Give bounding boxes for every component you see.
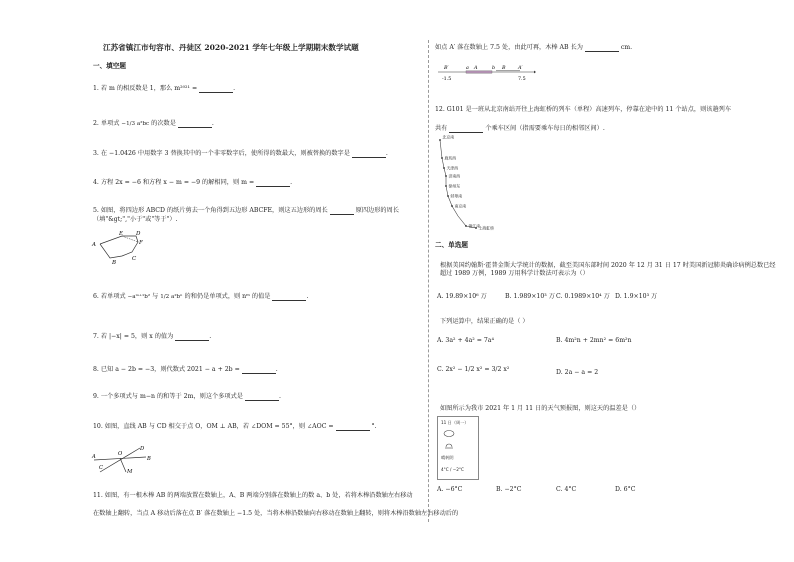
number-line-figure	[436, 62, 536, 86]
question-9-text: 9. 一个多项式与 m−n 的和等于 2m，则这个多项式是	[93, 393, 243, 400]
question-11-line-2: 在数轴上翻转，当点 A 移动后落在点 B′ 落在数轴上 −1.5 处，当将木棒沿数轴向右移动在数轴上翻转，则将木棒沿数轴左右移动后的	[93, 510, 459, 517]
cloud-icon	[443, 429, 455, 437]
answer-blank[interactable]	[245, 394, 279, 401]
question-11-continued	[435, 44, 632, 52]
question-4: 4. 方程 2x = −6 和方程 x − m = −9 的解相同，则 m = .	[93, 179, 293, 186]
vertex-label-C: C	[132, 256, 137, 262]
section-heading-fill-in: 一、填空题	[93, 62, 126, 70]
answer-blank[interactable]	[352, 151, 386, 158]
label-B-prime: B′	[444, 66, 449, 71]
question-13-option-b[interactable]: B. 1.989×10³ 万	[505, 293, 555, 300]
question-1: 1. 若 m 的相反数是 1，那么 m²⁰²¹ = .	[93, 85, 236, 92]
point-label-B: B	[147, 456, 151, 462]
question-14-option-d[interactable]: D. 2a − a = 2	[556, 369, 599, 376]
question-7: 7. 若 |−x| = 5，则 x 的值为 .	[93, 333, 212, 340]
answer-blank[interactable]	[242, 367, 276, 374]
weather-temperature-range: 4°C / −2°C	[441, 467, 464, 472]
question-15-option-b[interactable]: B. −2°C	[496, 486, 522, 493]
question-2-text-b: 的次数是	[151, 120, 176, 127]
question-12-text-b: 共有	[435, 125, 448, 132]
answer-blank[interactable]	[330, 208, 354, 215]
point-label-O: O	[118, 451, 123, 457]
question-8-text: 8. 已知 a − 2b = −3，则代数式 2021 − a + 2b =	[93, 366, 240, 373]
station-label: 廊坊西	[444, 155, 457, 161]
question-15: 如图所示为我市 2021 年 1 月 11 日的天气预报图，则这天的温差是（）	[440, 405, 641, 412]
point-label-A: A	[92, 454, 96, 460]
answer-blank[interactable]	[449, 126, 483, 133]
question-8: 8. 已知 a − 2b = −3，则代数式 2021 − a + 2b = .	[93, 366, 278, 373]
question-10	[93, 423, 377, 431]
label-A: A	[474, 66, 478, 71]
station-route-diagram	[436, 134, 496, 236]
question-6-monomial-a: −aᵐ⁺¹b²	[127, 294, 151, 300]
vertex-label-E: E	[119, 231, 124, 237]
question-10-suffix: °.	[371, 423, 377, 430]
station-dot	[443, 167, 445, 169]
question-13-option-a[interactable]: A. 19.89×10⁶ 万	[437, 293, 487, 300]
question-13-option-c[interactable]: C. 0.1989×10⁴ 万	[556, 293, 610, 300]
question-11-unit: cm.	[620, 44, 633, 51]
answer-blank[interactable]	[199, 86, 233, 93]
label-b: b	[492, 66, 496, 71]
column-divider	[428, 40, 429, 522]
question-2: 2. 单项式 −1/3 a²bc 的次数是 .	[93, 120, 214, 127]
station-dot	[445, 175, 447, 177]
question-15-option-c[interactable]: C. 4°C	[556, 486, 577, 493]
quadrilateral-figure	[92, 228, 162, 266]
question-12-line-1: 12. G101 是一班从北京南站开往上海虹桥的列车（单程）高速列车，停靠在途中的 11 个站点，则该趟列车	[435, 106, 732, 113]
weather-date: 11 日（周一）	[441, 420, 469, 425]
label-a: a	[466, 66, 469, 71]
question-7-text: 7. 若 |−x| = 5，则 x 的值为	[93, 333, 174, 340]
question-6-text: 6. 若单项式	[93, 293, 126, 300]
weather-forecast-card	[437, 416, 479, 480]
question-6-text-b: 与	[152, 293, 159, 300]
answer-blank[interactable]	[272, 294, 306, 301]
question-14-option-c[interactable]: C. 2x² − 1/2 x² = 3/2 x²	[437, 366, 510, 373]
question-5	[93, 207, 399, 215]
question-2-text: 2. 单项式	[93, 120, 120, 127]
question-6-text-c: 的和仍是单项式，则 nᵐ 的值是	[184, 293, 271, 300]
station-label: 济南西	[448, 173, 461, 179]
station-dot	[447, 195, 449, 197]
station-dot	[465, 225, 467, 227]
point-label-D: D	[140, 446, 145, 452]
question-4-text: 4. 方程 2x = −6 和方程 x − m = −9 的解相同，则 m =	[93, 179, 255, 186]
answer-blank[interactable]	[585, 45, 619, 52]
question-14-option-a[interactable]: A. 3a² + 4a² = 7a⁴	[437, 337, 494, 344]
vertex-label-A: A	[92, 242, 96, 248]
station-label: 上海虹桥	[478, 225, 495, 231]
vertex-label-B: B	[112, 260, 117, 266]
answer-blank[interactable]	[256, 180, 290, 187]
question-1-text: 1. 若 m 的相反数是 1，那么 m²⁰²¹ =	[93, 85, 198, 92]
station-label: 南京南	[454, 203, 467, 209]
point-label-M: M	[127, 469, 133, 475]
section-heading-single-choice: 二、单选题	[435, 241, 468, 249]
question-9: 9. 一个多项式与 m−n 的和等于 2m，则这个多项式是 .	[93, 393, 281, 400]
question-11-text-c: 如点 A′ 落在数轴上 7.5 处，由此可再，木棒 AB 长为	[435, 44, 583, 51]
vertex-label-F: F	[139, 240, 143, 246]
question-11-line-1: 11. 如图，有一根木棒 AB 的两端放置在数轴上，A、B 两端分别落在数轴上的数 a、b 处，若将木棒沿数轴左右移动	[93, 492, 413, 499]
question-3: 3. 在 −1.0426 中用数字 3 替换其中的一个非零数字后，使所得的数最大，则被替换的数字是 .	[93, 150, 388, 157]
point-label-C: C	[99, 465, 103, 471]
question-14-option-b[interactable]: B. 4m²n + 2mn² = 6m²n	[556, 337, 632, 344]
question-5-text: 5. 如图，将四边形 ABCD 的纸片剪去一个角得到五边形 ABCFE，则这五边形的周长	[93, 207, 328, 214]
question-6-monomial-b: 1/2 a²bⁿ	[160, 294, 183, 300]
question-12-text-c: 个乘车区间（指需要乘车每日的相邻区间）.	[485, 125, 605, 132]
question-15-option-d[interactable]: D. 6°C	[615, 486, 636, 493]
tick-label-minus-1-5: -1.5	[442, 77, 452, 82]
question-14: 下列运算中，结果正确的是（ ）	[440, 318, 529, 325]
station-dot	[439, 139, 441, 141]
label-B: B	[502, 66, 506, 71]
question-3-text: 3. 在 −1.0426 中用数字 3 替换其中的一个非零数字后，使所得的数最大，则被替换的数字是	[93, 150, 350, 157]
station-label: 徐州东	[448, 183, 461, 189]
weather-condition: 晴转阴	[441, 455, 454, 460]
tick-label-7-5: 7.5	[518, 77, 526, 82]
station-label: 北京南	[442, 134, 455, 140]
question-6: 6. 若单项式 −aᵐ⁺¹b² 与 1/2 a²bⁿ 的和仍是单项式，则 nᵐ 的值是 .	[93, 293, 309, 300]
label-A-prime: A′	[518, 66, 523, 71]
question-10-text: 10. 如图，直线 AB 与 CD 相交于点 O，OM ⊥ AB，若 ∠DOM = 55°，则 ∠AOC =	[93, 423, 334, 430]
page-title: 江苏省镇江市句容市、丹徒区 2020-2021 学年七年级上学期期末数学试题	[103, 43, 359, 52]
question-15-option-a[interactable]: A. −6°C	[437, 486, 463, 493]
intersecting-lines-figure	[92, 444, 152, 474]
question-12-line-2	[435, 125, 605, 133]
answer-blank[interactable]	[178, 121, 212, 128]
question-5-suffix: （填"&gt;","小于"或"等于"）.	[93, 216, 178, 223]
station-label: 蚌埠南	[450, 193, 463, 199]
question-13-option-d[interactable]: D. 1.9×10³ 万	[615, 293, 658, 300]
partly-sunny-icon	[443, 441, 455, 450]
question-5-text-b: 原四边形的周长	[355, 207, 399, 214]
station-dot	[441, 157, 443, 159]
vertex-label-D: D	[136, 231, 141, 237]
station-label: 镇江南	[468, 223, 481, 229]
question-13: 根据美国约翰斯·霍普金斯大学统计的数据，截至美国东部时间 2020 年 12 月 31 日 17 时美国新冠肺炎确诊病例总数已经超过 1989 万例，1989 万用科学计数法可表示为（）	[440, 262, 776, 277]
station-dot	[451, 205, 453, 207]
station-dot	[445, 185, 447, 187]
answer-blank[interactable]	[336, 424, 370, 431]
question-2-monomial: −1/3 a²bc	[121, 121, 150, 127]
answer-blank[interactable]	[175, 334, 209, 341]
station-label: 天津西	[446, 165, 459, 171]
